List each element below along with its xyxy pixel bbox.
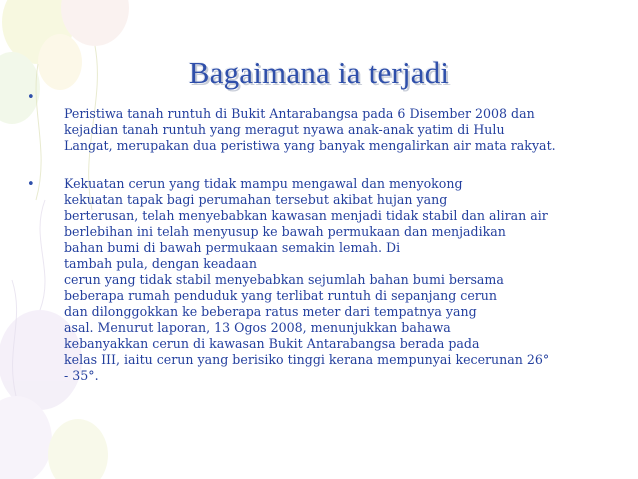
slide-title: Bagaimana ia terjadi (188, 55, 450, 90)
paragraph-line: Kekuatan cerun yang tidak mampu mengawal dan menyokong (64, 176, 463, 191)
paragraph-line: tambah pula, dengan keadaan (64, 256, 258, 271)
paragraph-line: kelas III, iaitu cerun yang berisiko tinggi kerana mempunyai kecerunan 26° (64, 352, 550, 367)
paragraph-line: cerun yang tidak stabil menyebabkan sejumlah bahan bumi bersama (64, 272, 504, 287)
paragraph-line: dan dilonggokkan ke beberapa ratus meter dari tempatnya yang (64, 304, 477, 319)
paragraph-line: kekuatan tapak bagi perumahan tersebut akibat hujan yang (64, 192, 448, 207)
bullet-paragraph-1 (64, 106, 634, 154)
paragraph-line: berterusan, telah menyebabkan kawasan menjadi tidak stabil dan aliran air (64, 208, 548, 223)
paragraph-line: bahan bumi di bawah permukaan semakin lemah. Di (64, 240, 401, 255)
bullet-marker: • (27, 90, 35, 105)
paragraph-line: berlebihan ini telah menyusup ke bawah permukaan dan menjadikan (64, 224, 506, 239)
bullet-paragraph-2 (64, 176, 634, 384)
paragraph-line: - 35°. (64, 368, 99, 383)
paragraph-line: asal. Menurut laporan, 13 Ogos 2008, menunjukkan bahawa (64, 320, 451, 335)
paragraph-line: Langat, merupakan dua peristiwa yang banyak mengalirkan air mata rakyat. (64, 138, 556, 153)
paragraph-line: beberapa rumah penduduk yang terlibat runtuh di sepanjang cerun (64, 288, 498, 303)
bullet-marker: • (27, 177, 35, 192)
paragraph-line: Peristiwa tanah runtuh di Bukit Antarabangsa pada 6 Disember 2008 dan (64, 106, 535, 121)
paragraph-line: kejadian tanah runtuh yang meragut nyawa anak-anak yatim di Hulu (64, 122, 505, 137)
paragraph-line: kebanyakkan cerun di kawasan Bukit Antarabangsa berada pada (64, 336, 480, 351)
